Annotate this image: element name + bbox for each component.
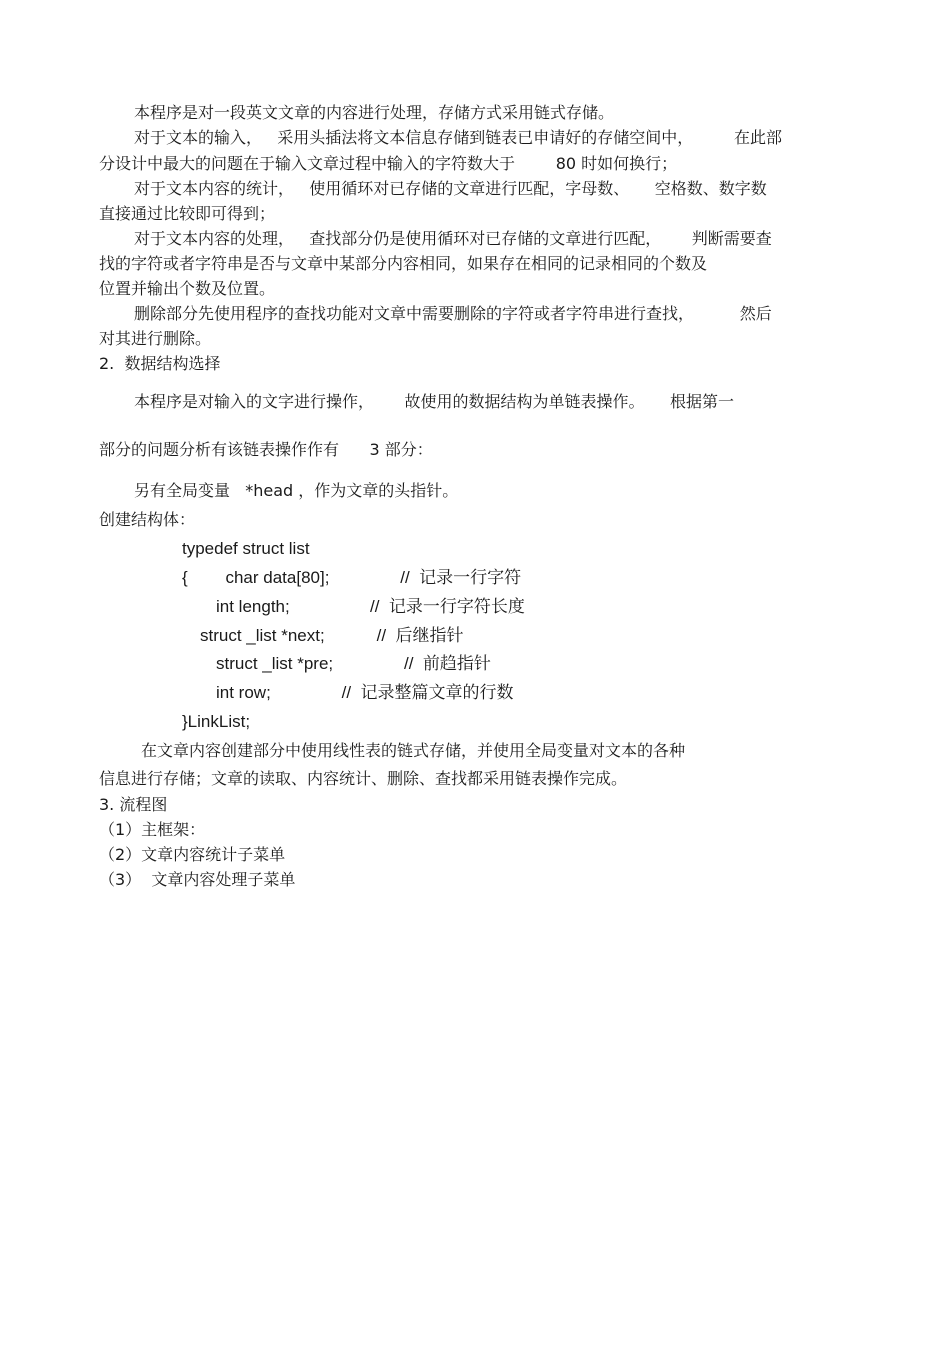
paragraph-create-struct: 创建结构体： [99, 510, 196, 529]
paragraph-datastruct-cont: 部分的问题分析有该链表操作作有 3 部分： [99, 440, 433, 459]
code-line-row: int row; // 记录整篇文章的行数 [216, 683, 514, 702]
paragraph-global-var: 另有全局变量 *head ，作为文章的头指针。 [134, 481, 459, 500]
paragraph-stats-cont: 直接通过比较即可得到； [99, 204, 276, 223]
paragraph-process: 对于文本内容的处理， 查找部分仍是使用循环对已存储的文章进行匹配， 判断需要查 [134, 229, 772, 248]
paragraph-process-cont: 找的字符或者字符串是否与文章中某部分内容相同，如果存在相同的记录相同的个数及 [99, 254, 708, 273]
paragraph-delete: 删除部分先使用程序的查找功能对文章中需要删除的字符或者字符串进行查找， 然后 [134, 304, 772, 323]
code-line-length: int length; // 记录一行字符长度 [216, 597, 525, 616]
code-line-data: { char data[80]; // 记录一行字符 [182, 568, 522, 587]
code-line-next: struct _list *next; // 后继指针 [200, 626, 464, 645]
code-line-typedef: typedef struct list [182, 539, 310, 558]
paragraph-process-cont2: 位置并输出个数及位置。 [99, 279, 276, 298]
paragraph-stats: 对于文本内容的统计， 使用循环对已存储的文章进行匹配，字母数、 空格数、数字数 [134, 179, 767, 198]
section-heading-2: 2. 数据结构选择 [99, 354, 221, 373]
paragraph-linked-storage: 在文章内容创建部分中使用线性表的链式存储，并使用全局变量对文本的各种 [141, 741, 686, 760]
paragraph-delete-cont: 对其进行删除。 [99, 329, 212, 348]
code-line-end: }LinkList; [182, 712, 251, 731]
list-item-process-menu: （3） 文章内容处理子菜单 [99, 870, 296, 889]
paragraph-linked-storage-cont: 信息进行存储；文章的读取、内容统计、删除、查找都采用链表操作完成。 [99, 769, 628, 788]
list-item-stats-menu: （2）文章内容统计子菜单 [99, 845, 286, 864]
paragraph-intro: 本程序是对一段英文文章的内容进行处理，存储方式采用链式存储。 [134, 103, 615, 122]
code-line-pre: struct _list *pre; // 前趋指针 [216, 654, 491, 673]
paragraph-input-cont: 分设计中最大的问题在于输入文章过程中输入的字符数大于 80 时如何换行； [99, 154, 678, 173]
list-item-main-frame: （1）主框架： [99, 820, 206, 839]
paragraph-datastruct: 本程序是对输入的文字进行操作， 故使用的数据结构为单链表操作。 根据第一 [134, 392, 734, 411]
paragraph-input: 对于文本的输入， 采用头插法将文本信息存储到链表已申请好的存储空间中， 在此部 [134, 128, 782, 147]
section-heading-3: 3. 流程图 [99, 795, 168, 814]
